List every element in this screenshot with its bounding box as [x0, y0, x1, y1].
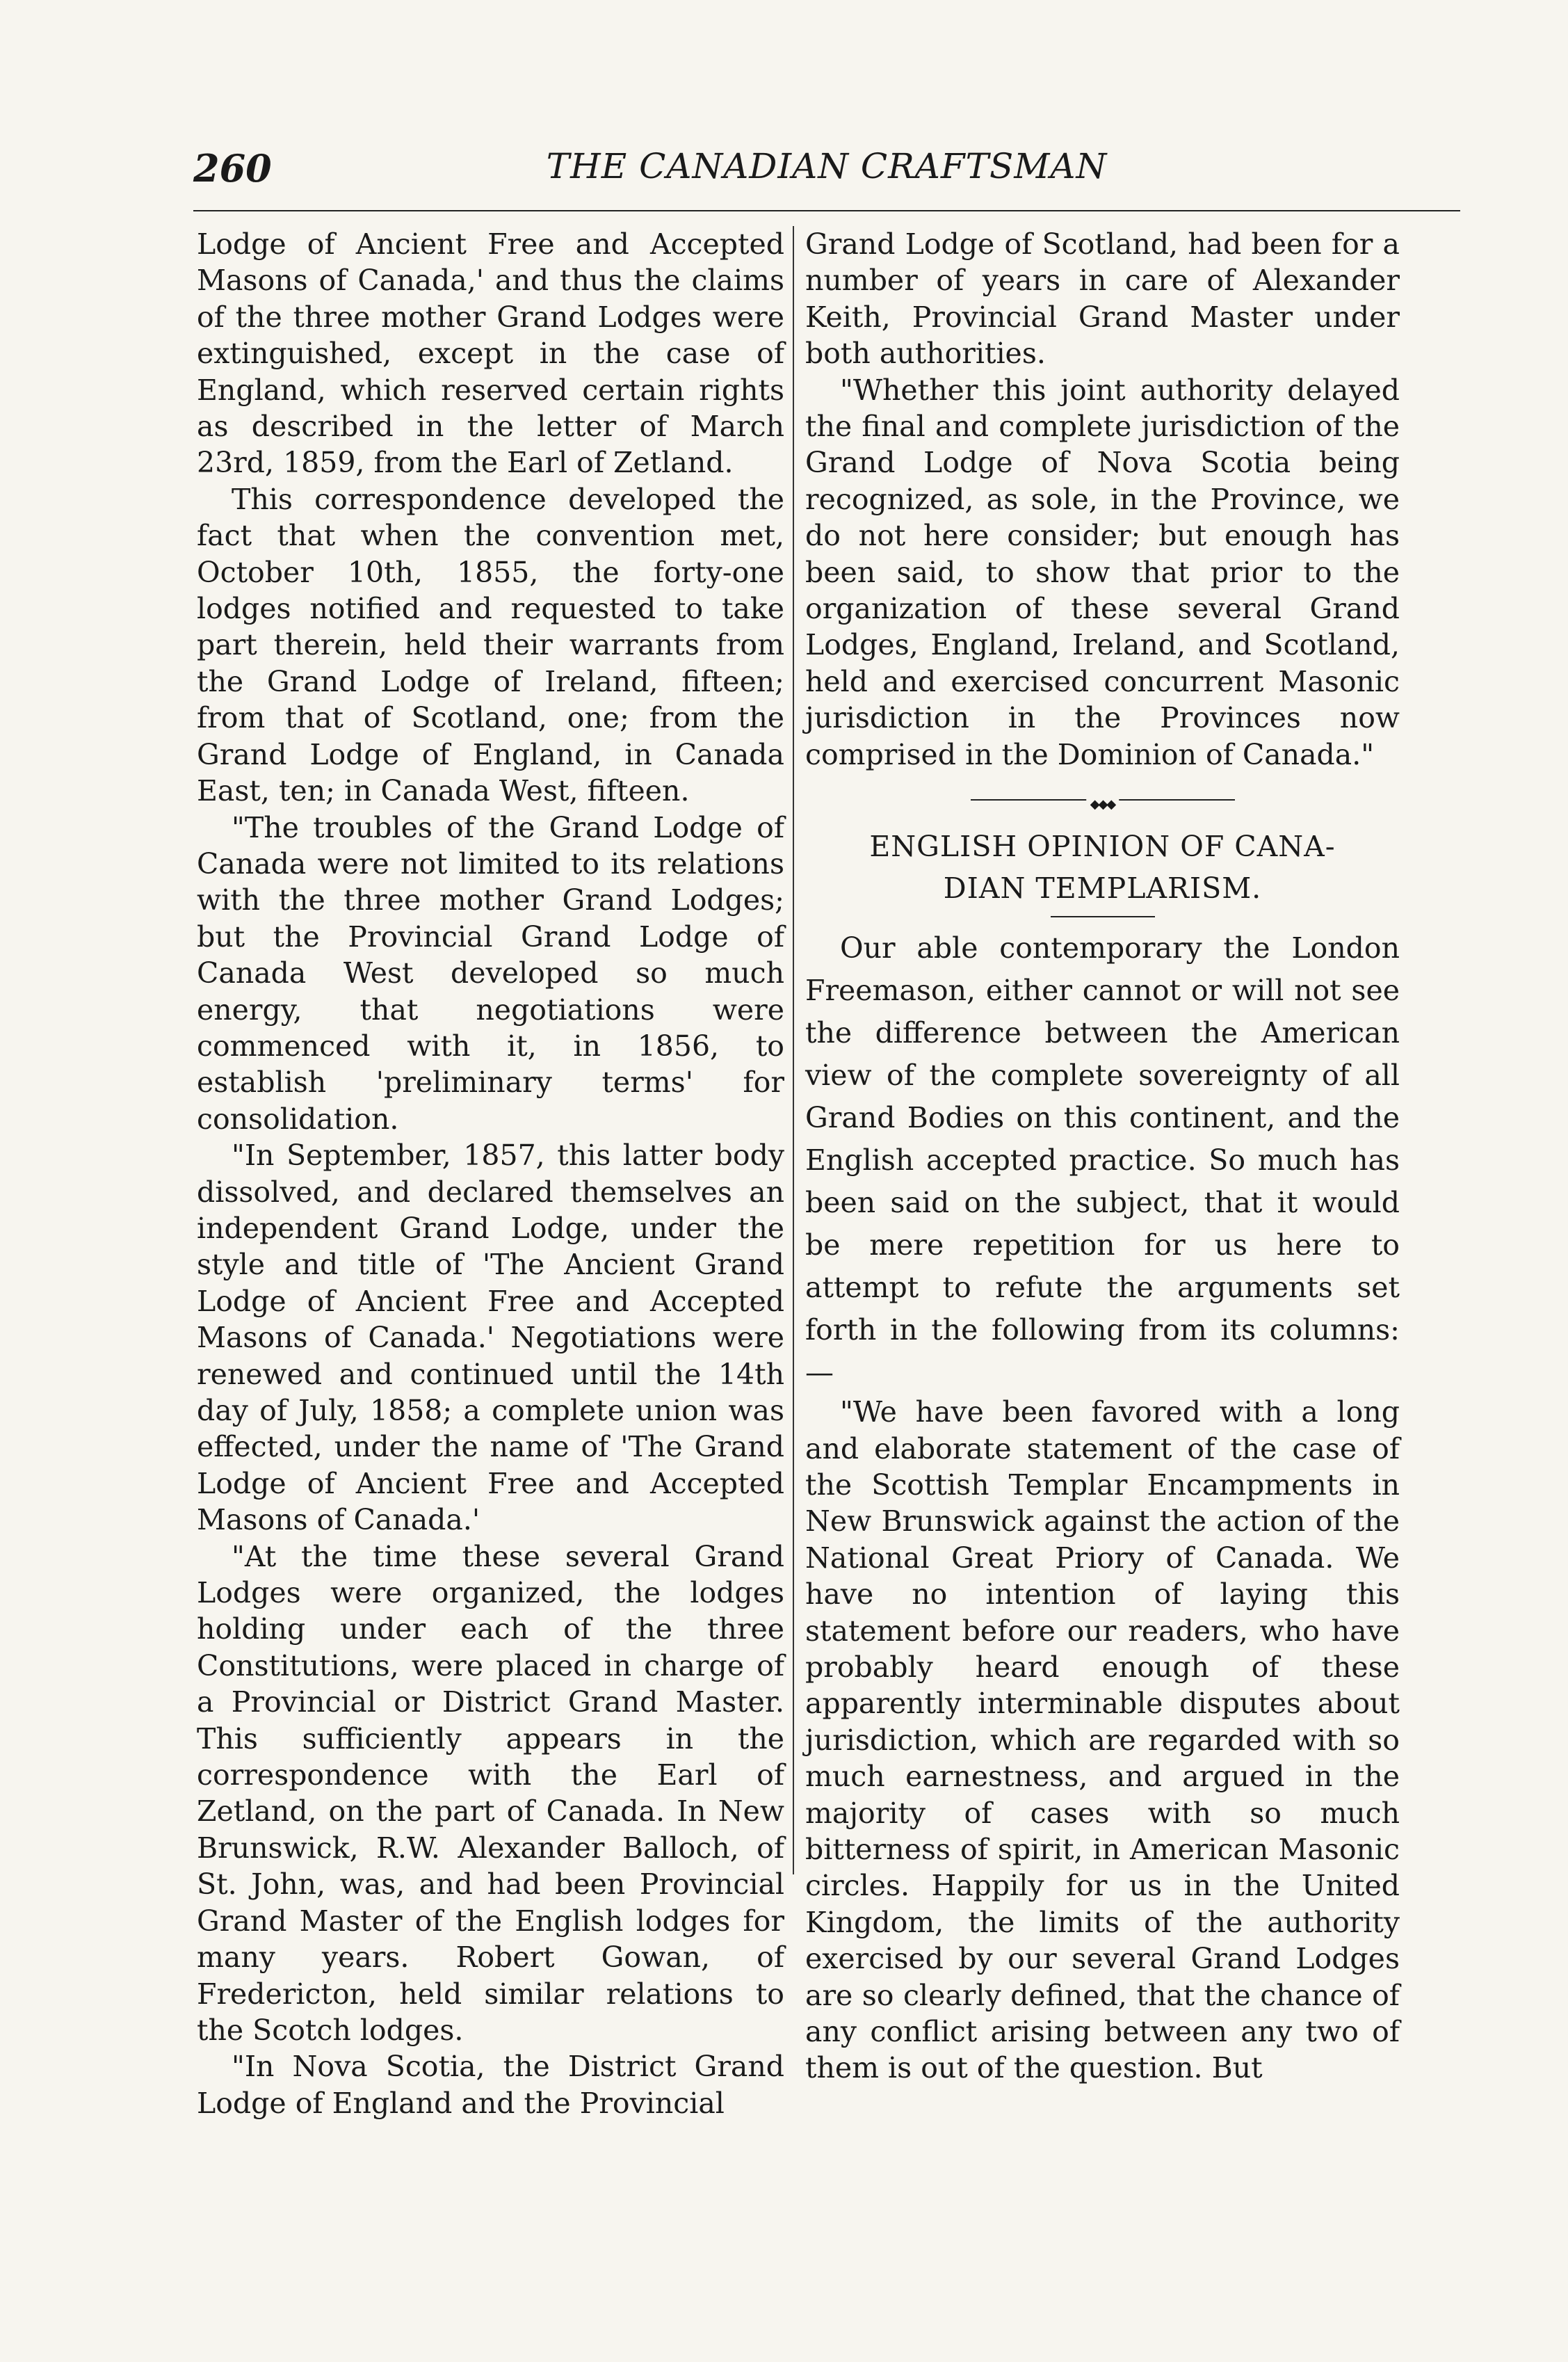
left-column — [197, 226, 784, 2121]
paragraph: Lodge of Ancient Free and Accepted Masons of Canada,' and thus the claims of the three mother Grand Lodges were extinguished, except in the case of England, which reserved certain rights as described in the letter of March 23rd, 1859, from the Earl of Zetland. — [197, 227, 784, 480]
section-ornament — [805, 785, 1400, 813]
paragraph: "We have been favored with a long and elaborate statement of the case of the Scottish Templar Encampments in New Brunswick against the action of the National Great Priory of Canada. We have no intention of laying this statement before our readers, who have probably heard enough of these apparently interminable disputes about jurisdiction, which are regarded with so much earnestness, and argued in the majority of cases with so much bitterness of spirit, in American Masonic circles. Happily for us in the United Kingdom, the limits of the authority exercised by our several Grand Lodges are so clearly defined, that the chance of any conflict arising between any two of them is out of the question. But — [805, 1395, 1400, 2085]
column-divider — [793, 226, 794, 1874]
section-heading-line-1: ENGLISH OPINION OF CANA- — [869, 830, 1336, 864]
paragraph: Our able contemporary the London Freemason, either cannot or will not see the difference between the American view of the complete sovereignty of all Grand Bodies on this continent, and the English accepted practice. So much has been said on the subject, that it would be mere repetition for us here to attempt to refute the arguments set forth in the following from its columns:— — [805, 931, 1400, 1390]
running-title: THE CANADIAN CRAFTSMAN — [546, 146, 1108, 186]
paragraph: This correspondence developed the fact that when the convention met, October 10th, 1855, the forty-one lodges notified and requested to take part therein, held their warrants from the Grand Lodge of Ireland, fifteen; from that of Scotland, one; from the Grand Lodge of England, in Canada East, ten; in Canada West, fifteen. — [197, 482, 784, 808]
paragraph: "The troubles of the Grand Lodge of Canada were not limited to its relations with the three mother Grand Lodges; but the Provincial Grand Lodge of Canada West developed so much energy, that negotiations were commenced with it, in 1856, to establish 'preliminary terms' for consolidation. — [197, 810, 784, 1136]
heading-rule — [1051, 916, 1155, 917]
paragraph: "In Nova Scotia, the District Grand Lodge of England and the Provincial — [197, 2050, 784, 2120]
paragraph: "At the time these several Grand Lodges were organized, the lodges holding under each of the three Constitutions, were placed in charge of a Provincial or District Grand Master. This sufficiently appears in the correspondence with the Earl of Zetland, on the part of Canada. In New Brunswick, R.W. Alexander Balloch, of St. John, was, and had been Provincial Grand Master of the English lodges for many years. Robert Gowan, of Fredericton, held similar relations to the Scotch lodges. — [197, 1539, 784, 2047]
page-header — [193, 146, 1460, 195]
paragraph: "In September, 1857, this latter body dissolved, and declared themselves an independent Grand Lodge, under the style and title of 'The Ancient Grand Lodge of Ancient Free and Accepted Masons of Canada.' Negotiations were renewed and continued until the 14th day of July, 1858; a complete union was effected, under the name of 'The Grand Lodge of Ancient Free and Accepted Masons of Canada.' — [197, 1139, 784, 1537]
paragraph: Grand Lodge of Scotland, had been for a number of years in care of Alexander Keith, Provincial Grand Master under both authorities. — [805, 227, 1400, 371]
section-heading-line-2: DIAN TEMPLARISM. — [943, 871, 1262, 906]
right-column — [805, 226, 1400, 2087]
page-number: 260 — [193, 146, 272, 191]
paragraph: "Whether this joint authority delayed the final and complete jurisdiction of the Grand Lodge of Nova Scotia being recognized, as sole, in the Province, we do not here consider; but enough has been said, to show that prior to the organization of these several Grand Lodges, England, Ireland, and Scotland, held and exercised concurrent Masonic jurisdiction in the Provinces now comprised in the Dominion of Canada." — [805, 373, 1400, 771]
header-rule — [193, 210, 1460, 211]
